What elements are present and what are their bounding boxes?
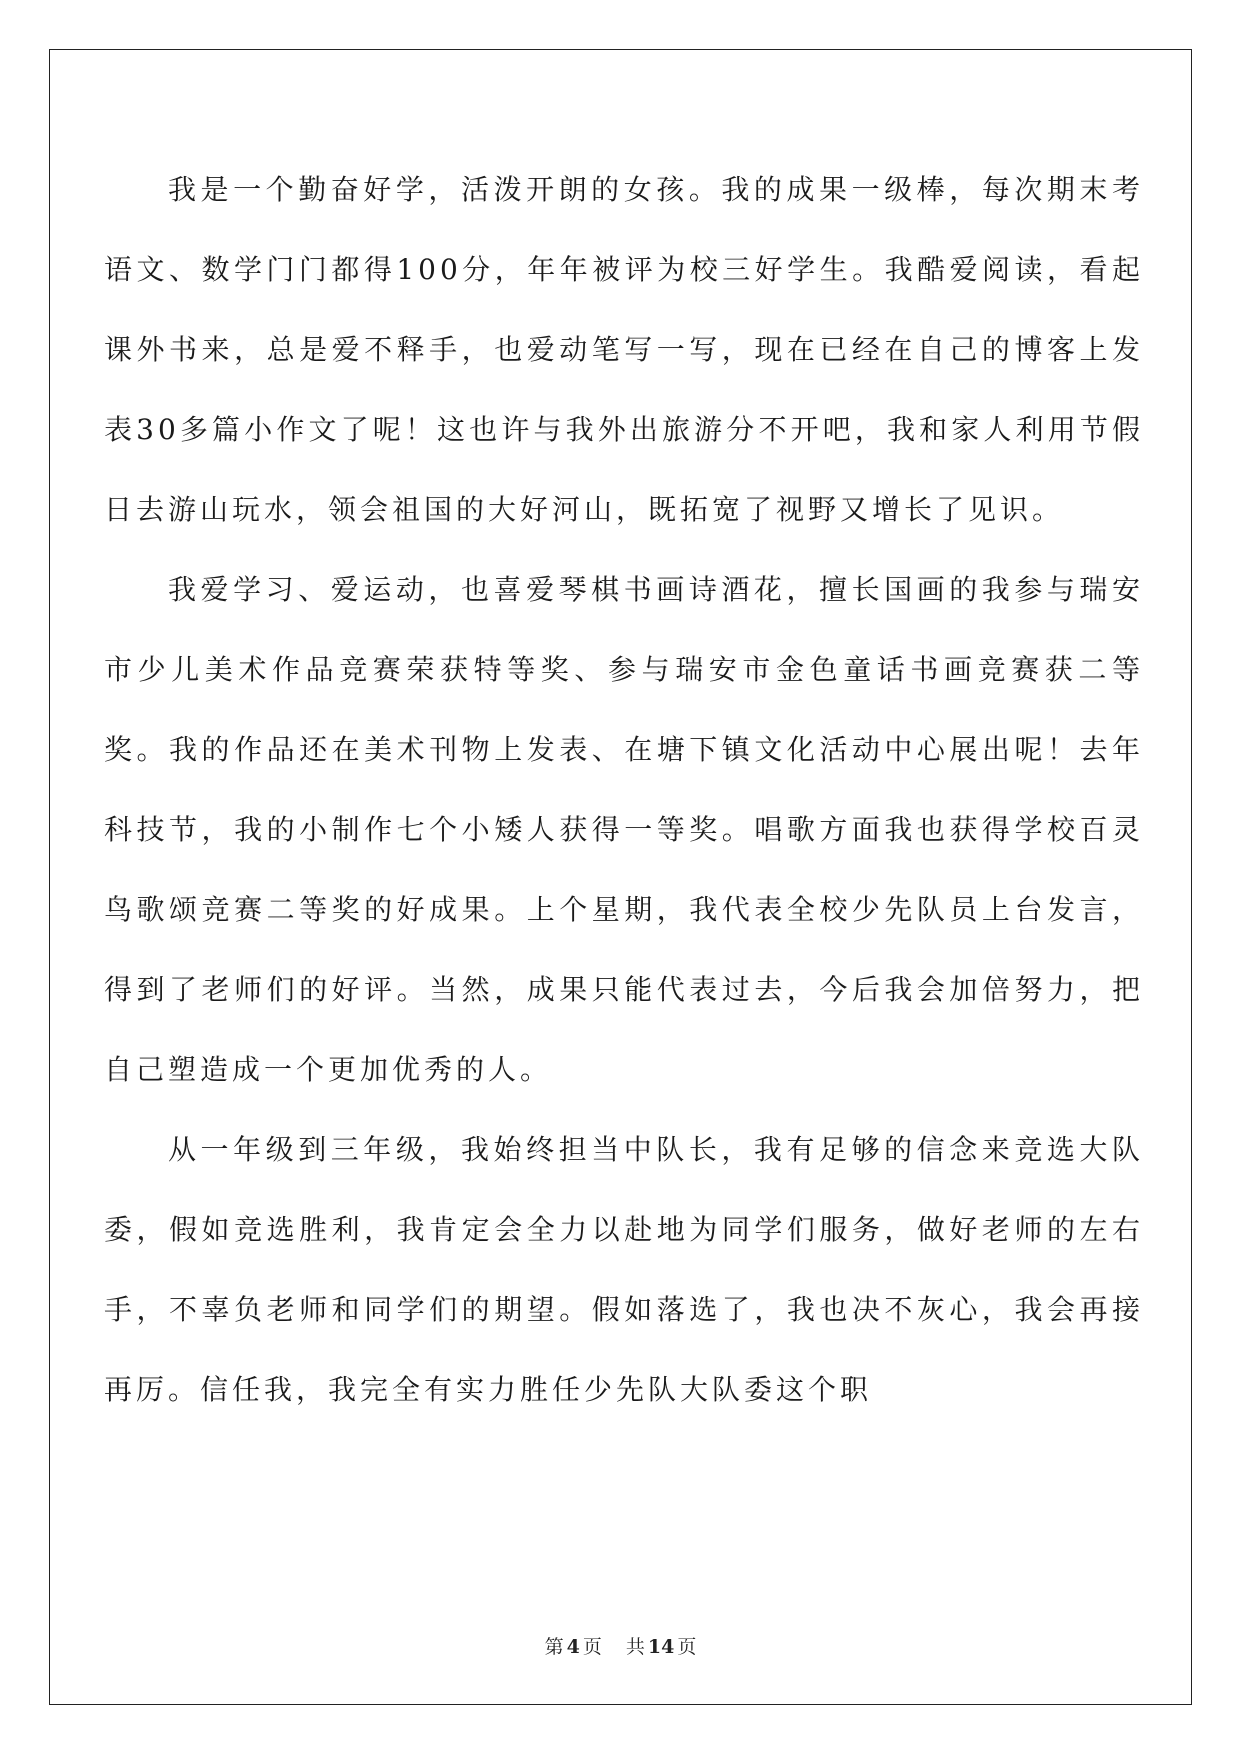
total-suffix: 页 xyxy=(677,1636,697,1658)
page-prefix: 第 xyxy=(544,1636,564,1658)
document-body xyxy=(104,150,1144,1430)
total-page-count: 14 xyxy=(647,1636,675,1658)
page-footer xyxy=(0,1632,1241,1659)
paragraph-2: 我爱学习、爱运动，也喜爱琴棋书画诗酒花，擅长国画的我参与瑞安市少儿美术作品竞赛荣获特等奖、参与瑞安市金色童话书画竞赛获二等奖。我的作品还在美术刊物上发表、在塘下镇文化活动中心展出呢！去年科技节，我的小制作七个小矮人获得一等奖。唱歌方面我也获得学校百灵鸟歌颂竞赛二等奖的好成果。上个星期，我代表全校少先队员上台发言，得到了老师们的好评。当然，成果只能代表过去，今后我会加倍努力，把自己塑造成一个更加优秀的人。 xyxy=(104,573,1144,1086)
page-suffix: 页 xyxy=(582,1636,602,1658)
current-page-number: 4 xyxy=(566,1636,580,1658)
paragraph-3: 从一年级到三年级，我始终担当中队长，我有足够的信念来竞选大队委，假如竞选胜利，我肯定会全力以赴地为同学们服务，做好老师的左右手，不辜负老师和同学们的期望。假如落选了，我也决不灰心，我会再接再厉。信任我，我完全有实力胜任少先队大队委这个职 xyxy=(104,1133,1144,1406)
total-prefix: 共 xyxy=(625,1636,645,1658)
paragraph-1: 我是一个勤奋好学，活泼开朗的女孩。我的成果一级棒，每次期末考语文、数学门门都得100分，年年被评为校三好学生。我酷爱阅读，看起课外书来，总是爱不释手，也爱动笔写一写，现在已经在自己的博客上发表30多篇小作文了呢！这也许与我外出旅游分不开吧，我和家人利用节假日去游山玩水，领会祖国的大好河山，既拓宽了视野又增长了见识。 xyxy=(104,173,1144,526)
